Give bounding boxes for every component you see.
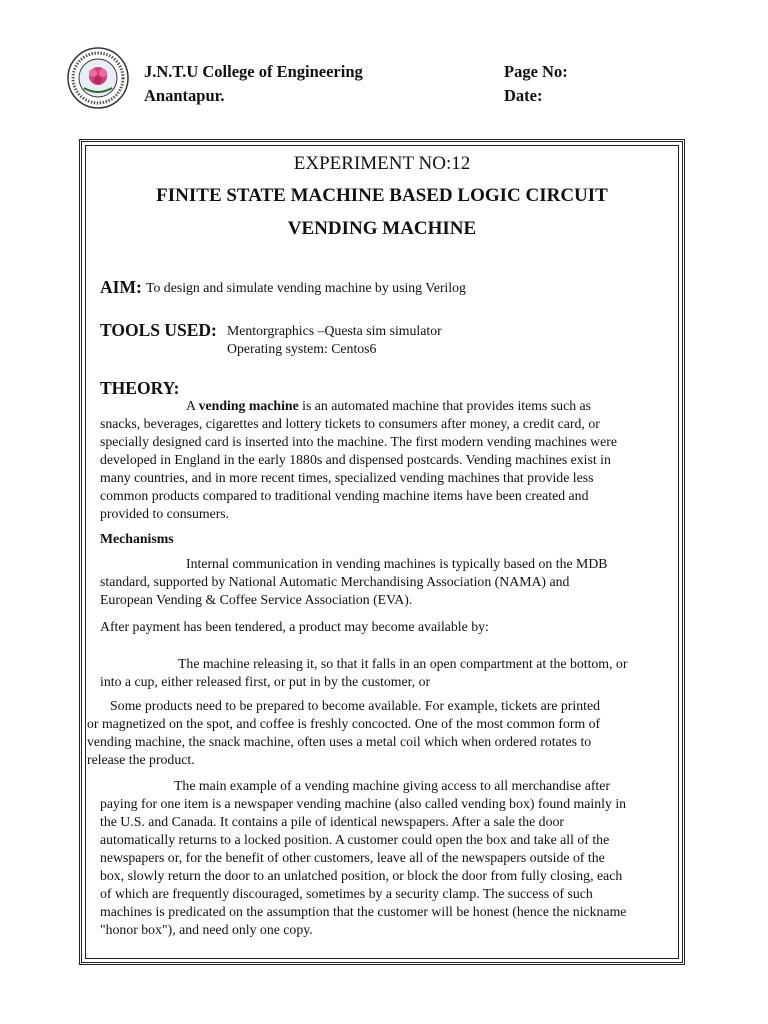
mechanisms-paragraph-4 (87, 697, 600, 769)
text-line: European Vending & Coffee Service Association (EVA). (100, 592, 413, 607)
aim-label: AIM: (100, 277, 142, 297)
text-line: many countries, and in more recent times, specialized vending machines that provide less (100, 470, 594, 485)
text-line: Internal communication in vending machines is typically based on the MDB (186, 556, 608, 571)
text-line: developed in England in the early 1880s and dispensed postcards. Vending machines exist in (100, 452, 611, 467)
text-line: snacks, beverages, cigarettes and lottery tickets to consumers after money, a credit card, or (100, 416, 600, 431)
college-seal-logo-icon (66, 46, 130, 110)
mechanisms-heading: Mechanisms (100, 531, 174, 546)
subject-title: FINITE STATE MACHINE BASED LOGIC CIRCUIT (156, 185, 608, 206)
mechanisms-paragraph-1 (100, 555, 607, 609)
mechanisms-paragraph-3 (100, 655, 627, 691)
text-line: vending machine, the snack machine, often uses a metal coil which when ordered rotates to (87, 734, 592, 749)
text-line: automatically returns to a locked position. A customer could open the box and take all of the (100, 832, 610, 847)
tools-line-2: Operating system: Centos6 (227, 341, 377, 356)
page-no-label: Page No: (504, 62, 568, 81)
text-line: newspapers or, for the benefit of other customers, leave all of the newspapers outside of the (100, 850, 605, 865)
text-line: of which are frequently discouraged, sometimes by a security clamp. The success of such (100, 886, 593, 901)
text-line: provided to consumers. (100, 506, 230, 521)
college-city: Anantapur. (144, 86, 225, 105)
text-line: paying for one item is a newspaper vending machine (also called vending box) found mainly in (100, 796, 627, 811)
text-line: The main example of a vending machine giving access to all merchandise after (174, 778, 610, 793)
text-line: The machine releasing it, so that it falls in an open compartment at the bottom, or (178, 656, 628, 671)
text-line: Some products need to be prepared to become available. For example, tickets are printed (110, 698, 600, 713)
mechanisms-paragraph-2: After payment has been tendered, a product may become available by: (100, 619, 489, 634)
text-line: "honor box"), and need only one copy. (100, 922, 313, 937)
theory-intro-rest: is an automated machine that provides items such as (298, 398, 592, 413)
text-line: common products compared to traditional vending machine items have been created and (100, 488, 589, 503)
text-line: standard, supported by National Automatic Merchandising Association (NAMA) and (100, 574, 570, 589)
text-line: specially designed card is inserted into the machine. The first modern vending machines were (100, 434, 617, 449)
text-line: into a cup, either released first, or put in by the customer, or (100, 674, 431, 689)
tools-line-1: Mentorgraphics –Questa sim simulator (227, 323, 442, 338)
topic-title: VENDING MACHINE (287, 218, 477, 239)
mechanisms-paragraph-5 (100, 777, 626, 939)
tools-label: TOOLS USED: (100, 320, 217, 340)
theory-intro-prefix: A (186, 398, 199, 413)
theory-label: THEORY: (100, 378, 180, 398)
text-line: the U.S. and Canada. It contains a pile of identical newspapers. After a sale the door (100, 814, 564, 829)
theory-paragraph (100, 397, 617, 523)
date-label: Date: (504, 86, 543, 105)
theory-bold-term: vending machine (198, 398, 299, 413)
text-line: release the product. (87, 752, 195, 767)
aim-text: To design and simulate vending machine by using Verilog (146, 280, 466, 295)
text-line: machines is predicated on the assumption that the customer will be honest (hence the nickname (100, 904, 627, 919)
college-name: J.N.T.U College of Engineering (144, 62, 363, 81)
text-line: or magnetized on the spot, and coffee is freshly concocted. One of the most common form of (87, 716, 601, 731)
text-line: box, slowly return the door to an unlatched position, or block the door from fully closing, each (100, 868, 623, 883)
experiment-title: EXPERIMENT NO:12 (293, 153, 471, 174)
